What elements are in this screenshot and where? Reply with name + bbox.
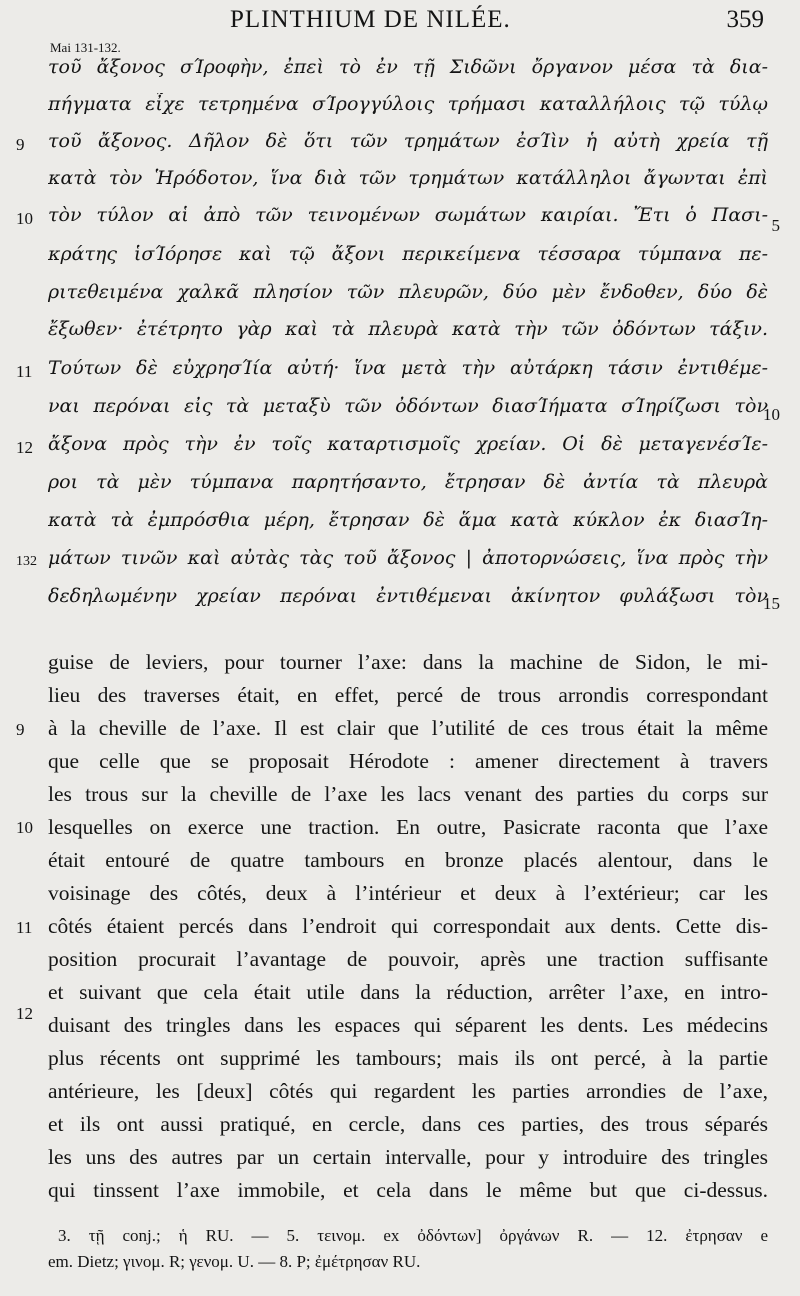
greek-line: κατὰ τὸν Ἡρόδοτον, ἵνα διὰ τῶν τρημάτων κατάλληλοι ἄγωνται ἐπὶ <box>48 167 768 189</box>
french-line: lieu des traverses était, en effet, percé de trous arrondis correspondant <box>48 683 768 707</box>
french-line: et suivant que cela était utile dans la réduction, arrêter l’axe, en intro- <box>48 980 768 1004</box>
french-line: qui tinssent l’axe immobile, et cela dans le même but que ci-dessus. <box>48 1178 768 1202</box>
line-number: 9 <box>16 720 25 739</box>
french-line: antérieure, les [deux] côtés qui regardent les parties arrondies de l’axe, <box>48 1079 768 1103</box>
line-number: 11 <box>16 918 33 937</box>
french-line: voisinage des côtés, deux à l’intérieur et deux à l’extérieur; car les <box>48 881 768 905</box>
french-line: côtés étaient percés dans l’endroit qui correspondait aux dents. Cette dis- <box>48 914 768 938</box>
greek-line: ναι περόναι εἰς τὰ μεταξὺ τῶν ὀδόντων διασΊήματα σΊηρίζωσι τὸν <box>48 395 768 417</box>
footnote-line: em. Dietz; γινομ. R; γενομ. U. — 8. P; ἐμέτρησαν RU. <box>48 1252 421 1271</box>
line-number: 10 <box>16 209 33 228</box>
running-head: PLINTHIUM DE NILÉE. <box>230 6 511 33</box>
greek-line: δεδηλωμένην χρείαν περόναι ἐντιθέμεναι ἀκίνητον φυλάξωσι τὸν <box>48 585 768 607</box>
french-line: position procurait l’avantage de pouvoir, après une traction suffisante <box>48 947 768 971</box>
french-line: et ils ont aussi pratiqué, en cercle, dans ces parties, des trous séparés <box>48 1112 768 1136</box>
french-line: plus récents ont supprimé les tambours; mais ils ont percé, à la partie <box>48 1046 768 1070</box>
line-number: 12 <box>16 1004 33 1023</box>
french-line: les trous sur la cheville de l’axe les lacs venant des parties du corps sur <box>48 782 768 806</box>
french-line: à la cheville de l’axe. Il est clair que l’utilité de ces trous était la même <box>48 716 768 740</box>
greek-line: κράτης ἱσΊόρησε καὶ τῷ ἄξονι περικείμενα τέσσαρα τύμπανα πε- <box>48 243 768 265</box>
line-number: 15 <box>763 594 780 613</box>
line-number: 5 <box>771 216 780 235</box>
greek-line: τὸν τύλον αἱ ἀπὸ τῶν τεινομένων σωμάτων καιρίαι. Ἔτι ὁ Πασι- <box>48 204 768 226</box>
french-line: guise de leviers, pour tourner l’axe: dans la machine de Sidon, le mi- <box>48 650 768 674</box>
greek-line: πήγματα εἶχε τετρημένα σΊρογγύλοις τρήμασι καταλλήλοις τῷ τύλῳ <box>48 93 768 115</box>
greek-line: κατὰ τὰ ἐμπρόσθια μέρη, ἔτρησαν δὲ ἅμα κατὰ κύκλον ἐκ διασΊη- <box>48 509 768 531</box>
greek-line: τοῦ ἄξονος. Δῆλον δὲ ὅτι τῶν τρημάτων ἐσΊὶν ἡ αὐτὴ χρεία τῇ <box>48 130 768 152</box>
greek-line: ἄξονα πρὸς τὴν ἐν τοῖς καταρτισμοῖς χρείαν. Οἱ δὲ μεταγενέσΊε- <box>48 433 768 455</box>
line-number: 132 <box>16 554 37 569</box>
french-line: lesquelles on exerce une traction. En outre, Pasicrate raconta que l’axe <box>48 815 768 839</box>
greek-line: τοῦ ἄξονος σΊροφὴν, ἐπεὶ τὸ ἐν τῇ Σιδῶνι ὄργανον μέσα τὰ δια- <box>48 56 768 78</box>
french-line: que celle que se proposait Hérodote : amener directement à travers <box>48 749 768 773</box>
footnote-line: 3. τῇ conj.; ἡ RU. — 5. τεινομ. ex ὀδόντων] ὀργάνων R. — 12. ἐτρησαν e <box>58 1226 768 1245</box>
margin-note: Mai 131-132. <box>50 40 121 55</box>
page-number: 359 <box>726 6 764 33</box>
greek-line: ἔξωθεν· ἐτέτρητο γὰρ καὶ τὰ πλευρὰ κατὰ τὴν τῶν ὀδόντων τάξιν. <box>48 318 768 340</box>
greek-line: Τούτων δὲ εὐχρησΊία αὐτή· ἵνα μετὰ τὴν αὐτάρκη τάσιν ἐντιθέμε- <box>48 357 768 379</box>
french-line: les uns des autres par un certain intervalle, pour y introduire des tringles <box>48 1145 768 1169</box>
greek-line: μάτων τινῶν καὶ αὐτὰς τὰς τοῦ ἄξονος | ἀποτορνώσεις, ἵνα πρὸς τὴν <box>48 547 768 569</box>
line-number: 11 <box>16 362 33 381</box>
line-number: 10 <box>763 405 780 424</box>
line-number: 10 <box>16 818 33 837</box>
line-number: 9 <box>16 135 25 154</box>
line-number: 12 <box>16 438 33 457</box>
french-line: duisant des tringles dans les espaces qui séparent les dents. Les médecins <box>48 1013 768 1037</box>
greek-line: ροι τὰ μὲν τύμπανα παρητήσαντο, ἔτρησαν δὲ ἀντία τὰ πλευρὰ <box>48 471 768 493</box>
greek-line: ριτεθειμένα χαλκᾶ πλησίον τῶν πλευρῶν, δύο μὲν ἔνδοθεν, δύο δὲ <box>48 281 768 303</box>
french-line: était entouré de quatre tambours en bronze placés alentour, dans le <box>48 848 768 872</box>
